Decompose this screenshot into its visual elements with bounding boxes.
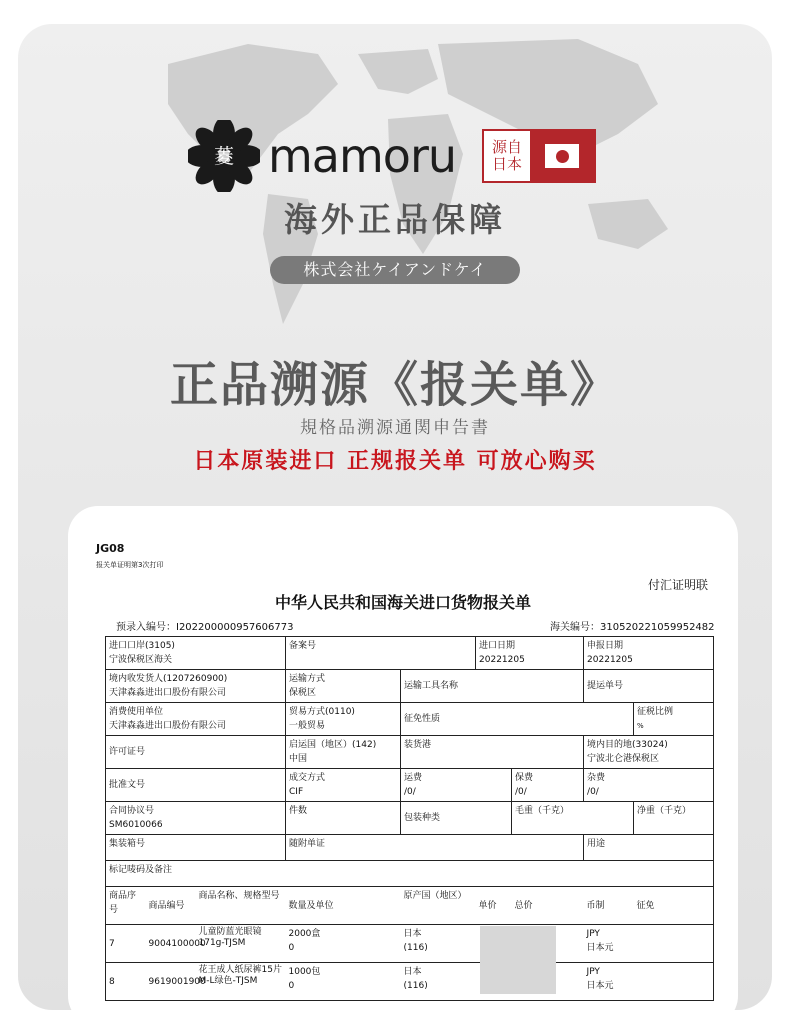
customs-declaration-document <box>68 506 738 1010</box>
field-marks: 标记唛码及备注 <box>106 861 714 887</box>
page-title: 正品溯源《报关单》 <box>169 357 620 413</box>
field-user-value: 天津森淼进出口股份有限公司 <box>109 721 227 731</box>
field-freight-value: /0/ <box>404 787 416 797</box>
field-destination-value: 宁波北仑港保税区 <box>587 754 660 764</box>
col-header-no: 商品序号 <box>106 887 146 925</box>
field-tool: 运输工具名称 <box>401 670 584 703</box>
field-record: 备案号 <box>286 637 476 670</box>
item-origin-code: (116) <box>403 943 428 953</box>
poster-frame <box>18 24 772 1010</box>
field-container: 集装箱号 <box>106 835 286 861</box>
field-misc-value: /0/ <box>587 787 599 797</box>
item-name: 花王成人纸尿裤15片M-L绿色-TJSM <box>196 963 286 1001</box>
field-load-port: 装货港 <box>401 736 584 769</box>
brand-logo-mark: 菱 <box>214 144 234 168</box>
field-tax-ratio: 征税比例 <box>637 707 674 717</box>
field-declare-date: 申报日期 <box>587 641 624 651</box>
field-deal-value: CIF <box>289 787 304 797</box>
field-contract-value: SM6010066 <box>109 820 163 830</box>
col-header-currency: 币制 <box>584 887 634 925</box>
field-origin-country-value: 中国 <box>289 754 308 764</box>
item-currency: JPY <box>586 967 600 977</box>
doc-code: JG08 <box>96 542 125 555</box>
field-trade-value: 一般贸易 <box>289 721 326 731</box>
field-trade: 贸易方式(0110) <box>289 707 355 717</box>
brand-flower-icon <box>188 120 260 192</box>
item-qty-2: 0 <box>288 943 295 953</box>
table-row <box>106 925 714 963</box>
item-qty: 2000盒 <box>288 929 321 939</box>
col-header-origin: 原产国（地区） <box>401 887 476 925</box>
col-header-qty: 数量及单位 <box>286 887 401 925</box>
field-docs: 随附单证 <box>286 835 584 861</box>
origin-japan-badge <box>482 129 596 183</box>
slogan: 日本原装进口 正规报关单 可放心购买 <box>193 448 597 474</box>
item-name: 儿童防蓝光眼镜171g-TJSM <box>196 925 286 963</box>
item-origin: 日本 <box>403 967 422 977</box>
field-declare-date-value: 20221205 <box>587 655 633 665</box>
item-origin-code: (116) <box>403 981 428 991</box>
col-header-code: 商品编号 <box>146 887 196 925</box>
field-net-weight: 净重（千克） <box>634 802 714 835</box>
field-import-date-value: 20221205 <box>479 655 525 665</box>
origin-line-2: 日本 <box>492 155 523 173</box>
field-bill: 提运单号 <box>584 670 714 703</box>
japan-flag-icon <box>545 144 579 168</box>
col-header-unit-price: 单价 <box>476 887 512 925</box>
brand-name: mamoru <box>268 129 457 183</box>
field-count: 件数 <box>286 802 401 835</box>
field-deal: 成交方式 <box>289 773 326 783</box>
pre-entry-number: 预录入编号：I202200000957606773 <box>116 622 294 633</box>
item-no: 8 <box>106 963 146 1001</box>
col-header-total: 总价 <box>512 887 584 925</box>
item-qty: 1000包 <box>288 967 321 977</box>
item-code: 9004100000 <box>146 925 196 963</box>
field-gross-weight: 毛重（千克） <box>512 802 634 835</box>
guarantee-heading: 海外正品保障 <box>284 200 506 239</box>
item-currency-name: 日本元 <box>586 943 614 953</box>
doc-copy-label: 付汇证明联 <box>648 578 709 592</box>
page-subtitle: 規格品溯源通関申告書 <box>300 418 490 438</box>
field-transport-value: 保税区 <box>289 688 317 698</box>
redaction-block <box>480 926 556 994</box>
table-row <box>106 963 714 1001</box>
field-destination: 境内目的地(33024) <box>587 740 668 750</box>
declaration-table <box>105 636 714 1001</box>
field-tax-ratio-percent: % <box>637 722 644 730</box>
doc-title: 中华人民共和国海关进口货物报关单 <box>274 593 531 612</box>
field-user: 消费使用单位 <box>109 707 164 717</box>
customs-number: 海关编号：310520221059952482 <box>550 622 715 633</box>
doc-print-note: 报关单证明第3次打印 <box>96 561 164 569</box>
item-no: 7 <box>106 925 146 963</box>
field-consignee: 境内收发货人(1207260900) <box>109 674 228 684</box>
col-header-name: 商品名称、规格型号 <box>196 887 286 925</box>
field-usage: 用途 <box>584 835 714 861</box>
field-origin-country: 启运国（地区）(142) <box>289 740 377 750</box>
field-contract: 合同协议号 <box>109 806 155 816</box>
field-package: 包装种类 <box>401 802 512 835</box>
brand-header <box>188 120 596 192</box>
item-currency-name: 日本元 <box>586 981 614 991</box>
field-port: 进口口岸(3105) <box>109 641 175 651</box>
origin-line-1: 源自 <box>492 138 523 156</box>
field-insurance: 保费 <box>515 773 534 783</box>
field-consignee-value: 天津森淼进出口股份有限公司 <box>109 688 227 698</box>
item-qty-2: 0 <box>288 981 295 991</box>
item-currency: JPY <box>586 929 600 939</box>
company-pill: 株式会社ケイアンドケイ <box>270 256 520 284</box>
col-header-exempt: 征免 <box>634 887 714 925</box>
field-transport: 运输方式 <box>289 674 326 684</box>
field-import-date: 进口日期 <box>479 641 516 651</box>
field-freight: 运费 <box>404 773 423 783</box>
field-insurance-value: /0/ <box>515 787 527 797</box>
field-exempt: 征免性质 <box>401 703 634 736</box>
field-port-value: 宁波保税区海关 <box>109 655 173 665</box>
field-misc: 杂费 <box>587 773 606 783</box>
item-code: 9619001900 <box>146 963 196 1001</box>
field-approval: 批准文号 <box>106 769 286 802</box>
item-origin: 日本 <box>403 929 422 939</box>
field-license: 许可证号 <box>106 736 286 769</box>
